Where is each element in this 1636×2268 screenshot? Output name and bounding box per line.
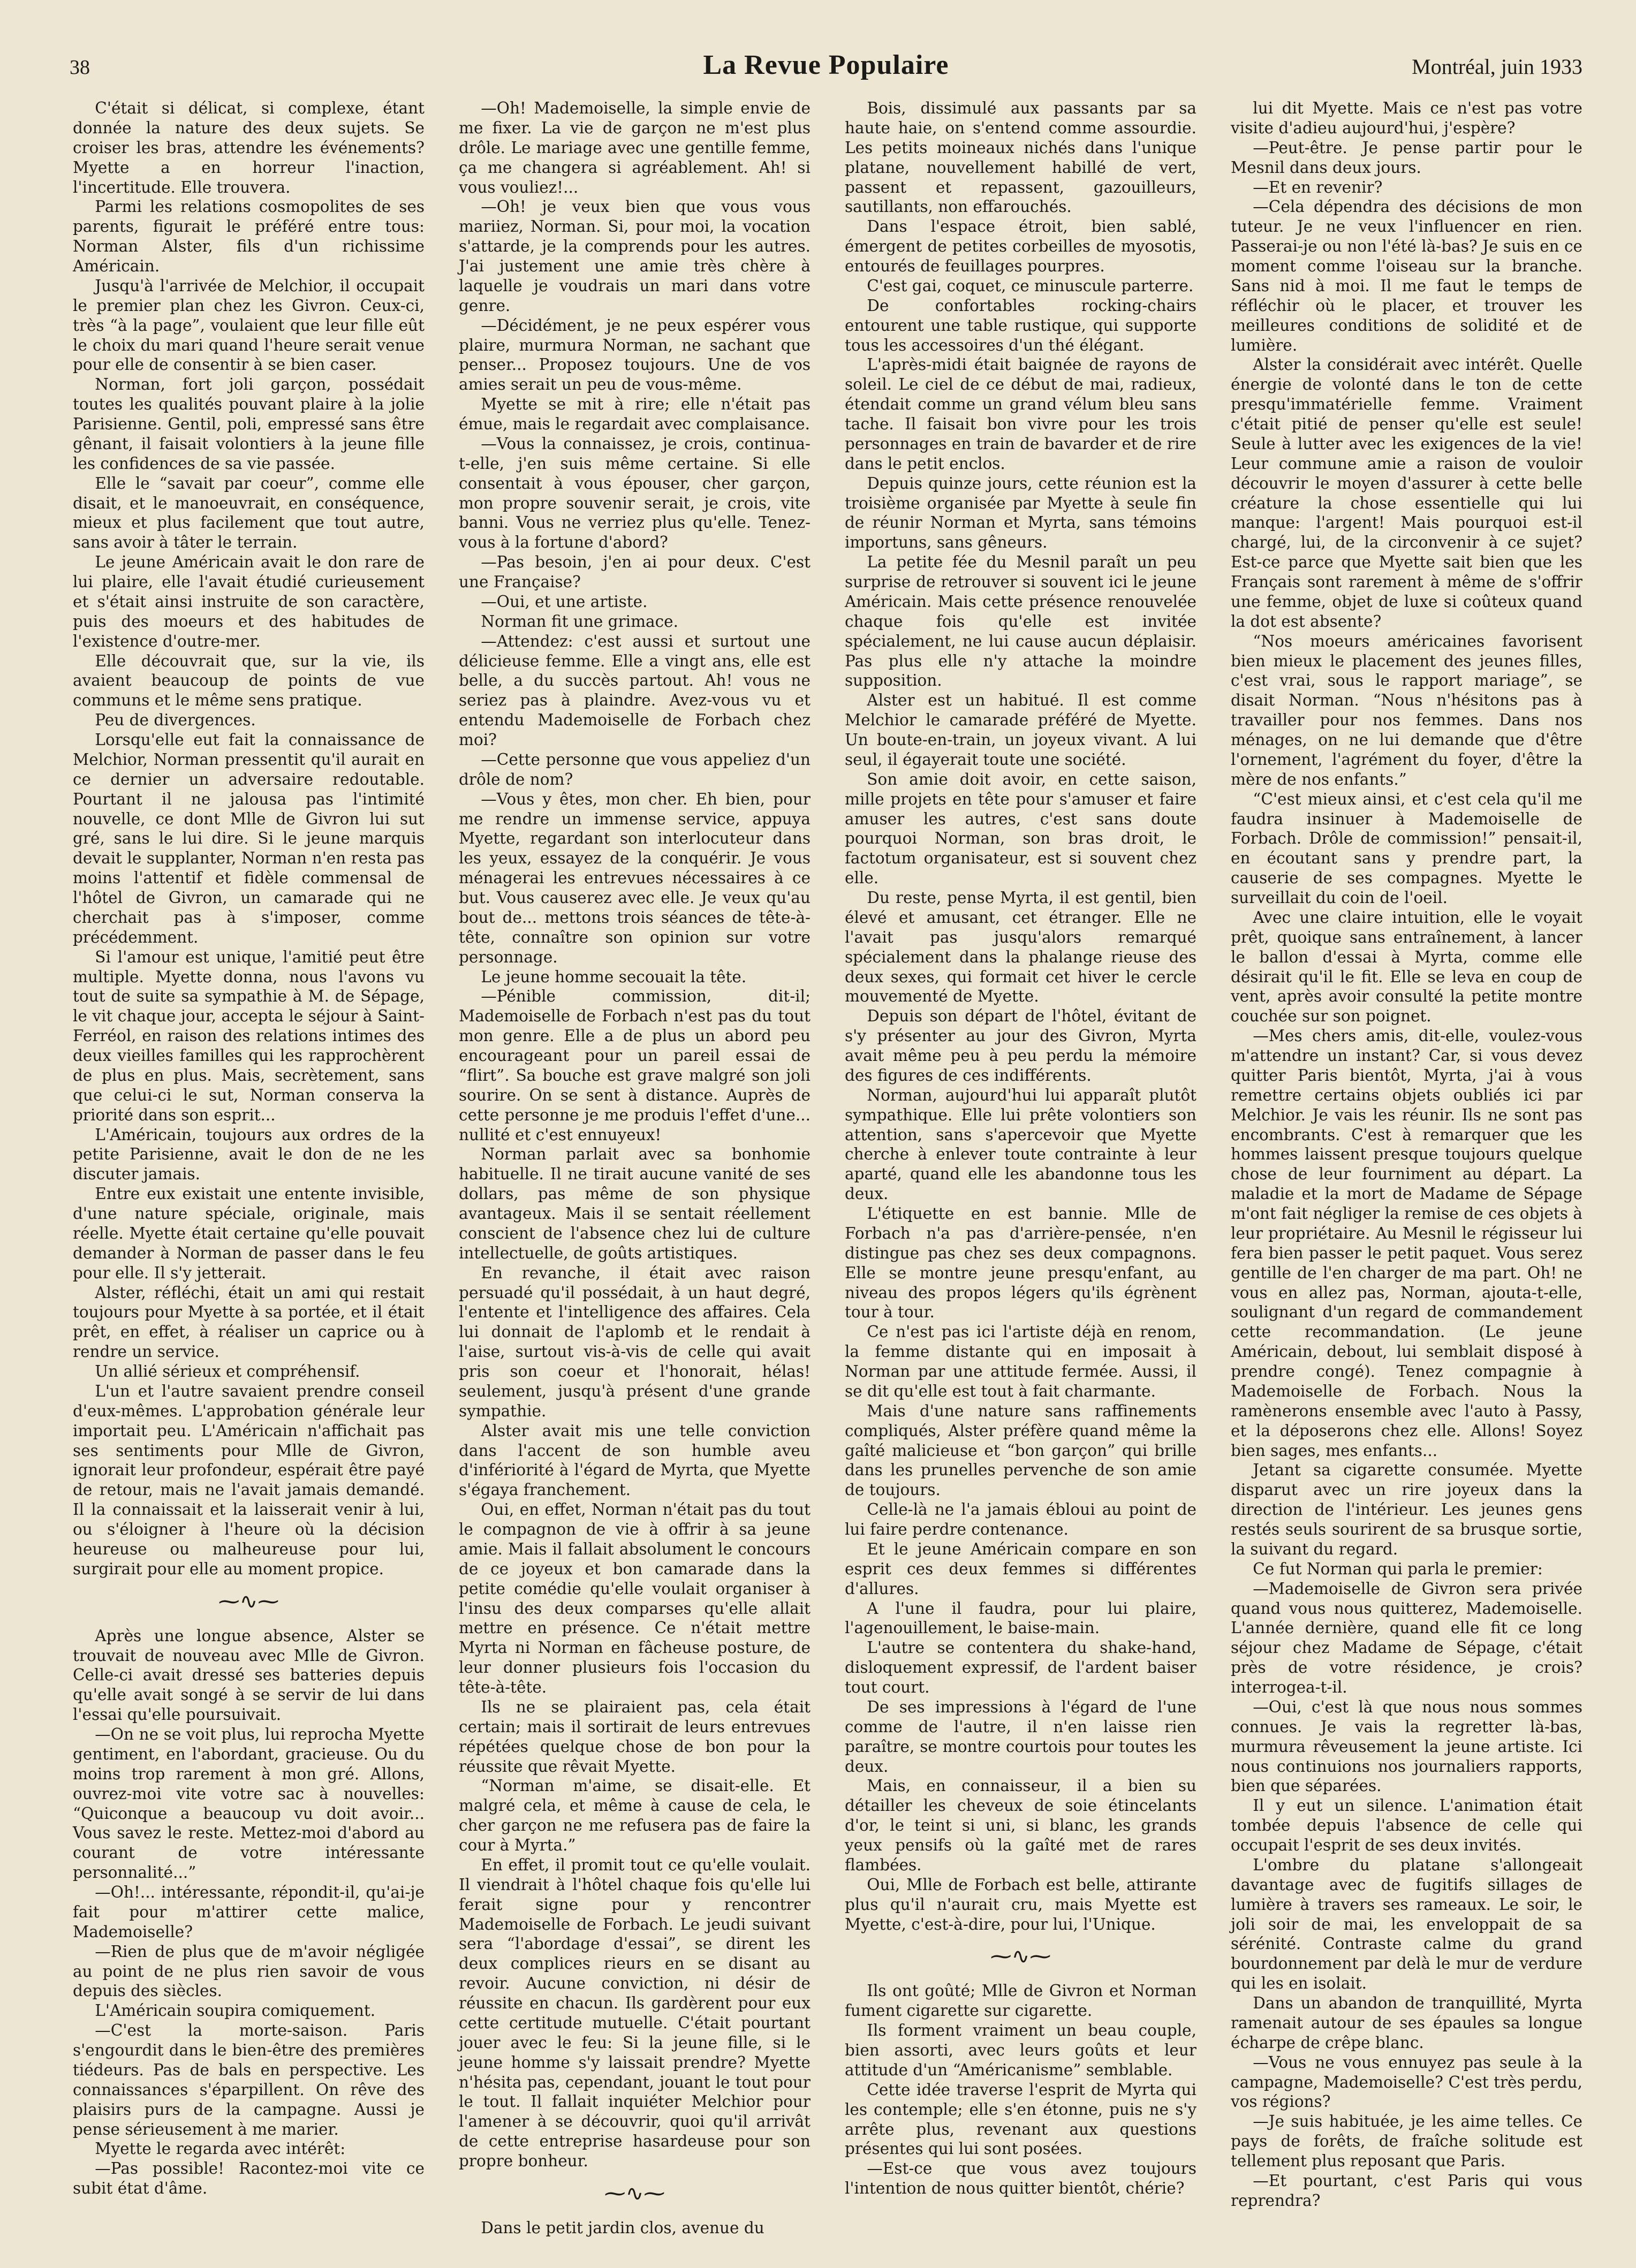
article-paragraph: Peu de divergences. xyxy=(95,711,256,730)
article-paragraph: Myette se mit à rire; elle n'était pas émue, mais le regardait avec complaisance. xyxy=(459,395,811,433)
article-paragraph: Mais, en connaisseur, il a bien su détailler les cheveux de soie étincelants d'or, le teint si uni, si blanc, les grands yeux pensifs où la gaîté met de rares flambées. xyxy=(845,1777,1196,1874)
article-paragraph: Lorsqu'elle eut fait la connaissance de Melchior, Norman pressentit qu'il aurait en ce dernier un adversaire redoutable. Pourtant il ne jalousa pas l'intimité nouvelle, ce dont Mlle de Givron lui sut gré, sans le lui dire. Si le jeune marquis devait le supplanter, Norman n'en resta pas moins l'attentif et fidèle commensal de l'hôtel de Givron, un camarade qui ne cherchait pas à s'imposer, comme précédemment. xyxy=(73,731,425,946)
article-paragraph: Son amie doit avoir, en cette saison, mille projets en tête pour s'amuser et faire amuser les autres, c'est sans doute pourquoi Norman, son bras droit, le factotum organisateur, est si souvent chez elle. xyxy=(845,770,1196,888)
article-paragraph: Dans l'espace étroit, bien sablé, émergent de petites corbeilles de myosotis, entourés de feuillages pourpres. xyxy=(845,217,1196,275)
article-paragraph: —Pas besoin, j'en ai pour deux. C'est une Française? xyxy=(459,553,811,591)
article-paragraph: Dans un abandon de tranquillité, Myrta ramenait autour de ses épaules sa longue écharpe de crêpe blanc. xyxy=(1231,1994,1582,2052)
article-paragraph: Alster la considérait avec intérêt. Quelle énergie de volonté dans le ton de cette presqu'immatérielle femme. Vraiment c'était pitié de penser qu'elle est seule! Seule à lutter avec les exigences de la vie! Leur commune amie a raison de vouloir découvrir le moyen d'assurer à cette belle créature la chose essentielle qui lui manque: l'argent! Mais pourquoi est-il chargé, lui, de la circonvenir à ce sujet? Est-ce parce que Myette sait bien que les Français sont rarement à même de s'offrir une femme, objet de luxe si coûteux quand la dot est absente? xyxy=(1231,355,1582,631)
article-paragraph: —Oh! Mademoiselle, la simple envie de me fixer. La vie de garçon ne m'est plus drôle. Le mariage avec une gentille femme, ça me changera si agréablement. Ah! si vous vouliez!... xyxy=(459,99,811,196)
article-paragraph: —C'est la morte-saison. Paris s'engourdit dans le bien-être des premières tiédeurs. Pas de bals en perspective. Les connaissances s'éparpillent. On rêve des plaisirs purs de la campagne. Aussi je pense sérieusement à me marier. xyxy=(73,2021,425,2138)
article-paragraph: “Nos moeurs américaines favorisent bien mieux le placement des jeunes filles, c'est vrai, sous le rapport mariage”, se disait Norman. “Nous n'hésitons pas à travailler pour nos femmes. Dans nos ménages, on ne lui demande que d'être l'ornement, l'agrément du foyer, d'être la mère de nos enfants.” xyxy=(1231,632,1582,788)
article-paragraph: Alster, réfléchi, était un ami qui restait toujours pour Myette à sa portée, et il était prêt, en effet, à réaliser un caprice ou à rendre un service. xyxy=(73,1283,425,1361)
section-ornament: ⁓∿⁓ xyxy=(604,2181,665,2206)
article-paragraph: “C'est mieux ainsi, et c'est cela qu'il me faudra insinuer à Mademoiselle de Forbach. Drôle de commission!” pensait-il, en écoutant sans y prendre part, la causerie de ses compagnes. Myette le surveillait du coin de l'oeil. xyxy=(1231,790,1582,907)
article-paragraph: —Cela dépendra des décisions de mon tuteur. Je ne veux l'influencer en rien. Passerai-je ou non l'été là-bas? Je suis en ce moment comme l'oiseau sur la branche. Sans nid à moi. Il me faut le temps de réfléchir où le placer, et trouver les meilleures conditions de solidité et de lumière. xyxy=(1231,198,1582,354)
article-paragraph: Ils ne se plairaient pas, cela était certain; mais il sortirait de leurs entrevues répétées quelque chose de bon pour la réussite que rêvait Myette. xyxy=(459,1697,811,1776)
page-header xyxy=(70,49,1582,84)
article-paragraph: Du reste, pense Myrta, il est gentil, bien élevé et amusant, cet étranger. Elle ne l'avait pas jusqu'alors remarqué spécialement dans la phalange rieuse des deux sexes, qui formait cet hiver le cercle mouvementé de Myette. xyxy=(845,889,1196,1006)
article-paragraph: —Oui, c'est là que nous nous sommes connues. Je vais la regretter là-bas, murmura rêveusement la jeune artiste. Ici nous continuions nos journaliers rapports, bien que séparées. xyxy=(1231,1697,1582,1795)
article-paragraph: Ils forment vraiment un beau couple, bien assorti, avec leurs goûts et leur attitude d'un “Américanisme” semblable. xyxy=(845,2021,1196,2079)
section-ornament: ⁓∿⁓ xyxy=(990,1944,1051,1969)
column-4 xyxy=(1231,98,1582,2218)
article-paragraph: C'est gai, coquet, ce minuscule parterre. xyxy=(867,276,1194,295)
article-paragraph: L'ombre du platane s'allongeait davantage avec de fugitifs sillages de lumière à travers ses rameaux. Le soir, le joli soir de mai, les enveloppait de sa sérénité. Contraste calme du grand bourdonnement par delà le mur de verdure qui les en isolait. xyxy=(1231,1855,1582,1993)
article-paragraph: —Oh!... intéressante, répondit-il, qu'ai-je fait pour m'attirer cette malice, Mademoiselle? xyxy=(73,1883,425,1941)
article-paragraph: —Cette personne que vous appeliez d'un drôle de nom? xyxy=(459,750,811,788)
article-paragraph: Mais d'une nature sans raffinements compliqués, Alster préfère quand même la gaîté malicieuse et “bon garçon” qui brille dans les prunelles pervenche de son amie de toujours. xyxy=(845,1401,1196,1499)
article-paragraph: Après une longue absence, Alster se trouvait de nouveau avec Mlle de Givron. Celle-ci avait dressé ses batteries depuis qu'elle avait songé à se servir de lui dans l'essai qu'elle poursuivait. xyxy=(73,1626,425,1724)
article-paragraph: Avec une claire intuition, elle le voyait prêt, quoique sans entraînement, à lancer le ballon d'essai à Myrta, comme elle désirait qu'il le fit. Elle se leva en coup de vent, après avoir consulté la petite montre couchée sur son poignet. xyxy=(1231,908,1582,1026)
article-paragraph: C'était si délicat, si complexe, étant donnée la nature des deux sujets. Se croiser les bras, attendre les événements? Myette a en horreur l'inaction, l'incertitude. Elle trouvera. xyxy=(73,99,425,196)
article-paragraph: L'Américain soupira comiquement. xyxy=(95,2001,376,2020)
section-ornament: ⁓∿⁓ xyxy=(218,1589,279,1614)
article-paragraph: La petite fée du Mesnil paraît un peu surprise de retrouver si souvent ici le jeune Américain. Mais cette présence renouvelée chaque fois qu'elle est invitée spécialement, ne lui cause aucun déplaisir. Pas plus elle n'y attache la moindre supposition. xyxy=(845,553,1196,690)
article-paragraph: Depuis quinze jours, cette réunion est la troisième organisée par Myette à seule fin de réunir Norman et Myrta, sans témoins importuns, sans gêneurs. xyxy=(845,474,1196,552)
article-paragraph: Norman fit une grimace. xyxy=(481,612,678,631)
article-paragraph: Alster est un habitué. Il est comme Melchior le camarade préféré de Myette. Un boute-en-train, un joyeux vivant. A lui seul, il égayerait toute une société. xyxy=(845,691,1196,769)
article-paragraph: Elle découvrait que, sur la vie, ils avaient beaucoup de points de vue communs et le même sens pratique. xyxy=(73,651,425,710)
article-paragraph: —Peut-être. Je pense partir pour le Mesnil dans deux jours. xyxy=(1231,138,1582,177)
page-number: 38 xyxy=(70,56,90,79)
column-2 xyxy=(459,98,811,2237)
article-paragraph: Norman, fort joli garçon, possédait toutes les qualités pouvant plaire à la jolie Parisienne. Gentil, poli, empressé sans être gênant, il faisait volontiers à la jeune fille les confidences de sa vie passée. xyxy=(73,375,425,473)
article-paragraph: Alster avait mis une telle conviction dans l'accent de son humble aveu d'infériorité à l'égard de Myrta, que Myette s'égaya franchement. xyxy=(459,1421,811,1499)
article-paragraph: —Et pourtant, c'est Paris qui vous reprendra? xyxy=(1231,2171,1582,2210)
article-paragraph: —Décidément, je ne peux espérer vous plaire, murmura Norman, ne sachant que penser... Proposez toujours. Une de vos amies serait un peu de vous-même. xyxy=(459,316,811,394)
article-paragraph: Un allié sérieux et compréhensif. xyxy=(95,1362,360,1380)
article-paragraph: De confortables rocking-chairs entourent une table rustique, qui supporte tous les accessoires d'un thé élégant. xyxy=(845,296,1196,354)
article-paragraph: Et le jeune Américain compare en son esprit ces deux femmes si différentes d'allures. xyxy=(845,1539,1196,1598)
article-paragraph: —Oh! je veux bien que vous vous mariiez, Norman. Si, pour moi, la vocation s'attarde, je la comprends pour les autres. J'ai justement une amie très chère à laquelle je voudrais un mari dans votre genre. xyxy=(459,198,811,315)
column-3 xyxy=(845,98,1196,2218)
article-paragraph: De ses impressions à l'égard de l'une comme de l'autre, il n'en laisse rien paraître, se montre courtois pour toutes les deux. xyxy=(845,1697,1196,1776)
article-paragraph: Norman parlait avec sa bonhomie habituelle. Il ne tirait aucune vanité de ses dollars, pas même de son physique avantageux. Mais il se sentait réellement conscient de l'absence chez lui de culture intellectuelle, de goûts artistiques. xyxy=(459,1145,811,1262)
article-paragraph: Oui, en effet, Norman n'était pas du tout le compagnon de vie à offrir à sa jeune amie. Mais il fallait absolument le concours de ce joyeux et bon camarade dans la petite comédie qu'elle voulait organiser à l'insu des deux comparses qu'elle allait mettre en présence. Ce n'était mettre Myrta ni Norman en fâcheuse posture, de leur donner plusieurs fois l'occasion du tête-à-tête. xyxy=(459,1500,811,1696)
article-paragraph: Depuis son départ de l'hôtel, évitant de s'y présenter au jour des Givron, Myrta avait même peu à peu perdu la mémoire des figures de ces indifférents. xyxy=(845,1007,1196,1084)
article-paragraph: Elle le “savait par coeur”, comme elle disait, et le manoeuvrait, en conséquence, mieux et plus facilement que tout autre, sans avoir à tâter le terrain. xyxy=(73,474,425,552)
article-paragraph: Norman, aujourd'hui lui apparaît plutôt sympathique. Elle lui prête volontiers son attention, sans s'apercevoir que Myette cherche à enlever toute contrainte à leur aparté, quand elle les abandonne tous les deux. xyxy=(845,1086,1196,1203)
article-paragraph: L'un et l'autre savaient prendre conseil d'eux-mêmes. L'approbation générale leur importait peu. L'Américain n'affichait pas ses sentiments pour Mlle de Givron, ignorait leur profondeur, espérait être payé de retour, mais ne l'avait jamais demandé. Il la connaissait et la laisserait venir à lui, ou s'éloigner à l'heure où la décision heureuse ou malheureuse pour lui, surgirait pour elle au moment propice. xyxy=(73,1382,425,1578)
article-paragraph: —Attendez: c'est aussi et surtout une délicieuse femme. Elle a vingt ans, elle est belle, a du succès partout. Ah! vous ne seriez pas à plaindre. Avez-vous vu et entendu Mademoiselle de Forbach chez moi? xyxy=(459,632,811,749)
article-paragraph: —Vous y êtes, mon cher. Eh bien, pour me rendre un immense service, appuya Myette, regardant son interlocuteur dans les yeux, essayez de la conquérir. Je vous ménagerai les entrevues nécessaires à ce but. Vous causerez avec elle. Je veux qu'au bout de... mettons trois séances de tête-à-tête, connaître son opinion sur votre personnage. xyxy=(459,790,811,966)
article-paragraph: —Mes chers amis, dit-elle, voulez-vous m'attendre un instant? Car, si vous devez quitter Paris bientôt, Myrta, j'ai à vous remettre certains objets oubliés ici par Melchior. Je vais les réunir. Ils ne sont pas encombrants. C'est à remarquer que les hommes laissent presque toujours quelque chose de leur fourniment au départ. La maladie et la mort de Madame de Sépage m'ont fait négliger la remise de ces objets à leur propriétaire. Au Mesnil le régisseur lui fera bien passer le petit paquet. Vous serez gentille de l'en charger de ma part. Oh! ne vous en allez pas, Norman, ajouta-t-elle, soulignant d'un regard de commandement cette recommandation. (Le jeune Américain, debout, lui semblait disposé à prendre congé). Tenez compagnie à Mademoiselle de Forbach. Nous la ramènerons ensemble avec l'auto à Passy, et la déposerons chez elle. Allons! Soyez bien sages, mes enfants... xyxy=(1231,1027,1582,1460)
article-paragraph: —Est-ce que vous avez toujours l'intention de nous quitter bientôt, chérie? xyxy=(845,2159,1196,2198)
article-paragraph: —Je suis habituée, je les aime telles. Ce pays de forêts, de fraîche solitude est tellement plus reposant que Paris. xyxy=(1231,2112,1582,2170)
article-paragraph: —Pas possible! Racontez-moi vite ce subit état d'âme. xyxy=(73,2159,425,2198)
article-paragraph: L'étiquette en est bannie. Mlle de Forbach n'a pas d'arrière-pensée, n'en distingue pas chez ses deux compagnons. Elle se montre jeune presqu'enfant, au niveau des propos légers qu'ils égrènent tour à tour. xyxy=(845,1204,1196,1322)
column-1 xyxy=(73,98,425,2218)
article-paragraph: —Et en revenir? xyxy=(1253,178,1383,196)
article-paragraph: Le jeune Américain avait le don rare de lui plaire, elle l'avait étudié curieusement et s'était ainsi instruite de son caractère, puis des moeurs et des habitudes de l'existence d'outre-mer. xyxy=(73,553,425,650)
article-paragraph: Dans le petit jardin clos, avenue du xyxy=(481,2218,764,2237)
article-paragraph: —Pénible commission, dit-il; Mademoiselle de Forbach n'est pas du tout mon genre. Elle a de plus un abord peu encourageant pour un pareil essai de “flirt”. Sa bouche est grave malgré son joli sourire. On se sent à distance. Auprès de cette personne je me produis l'effet d'une... nullité et c'est ennuyeux! xyxy=(459,987,811,1144)
article-paragraph: L'Américain, toujours aux ordres de la petite Parisienne, avait le don de ne les discuter jamais. xyxy=(73,1125,425,1184)
article-paragraph: —Vous la connaissez, je crois, continua-t-elle, j'en suis même certaine. Si elle consentait à vous épouser, cher garçon, mon propre souvenir serait, je crois, vite banni. Vous ne verriez plus qu'elle. Tenez-vous à la fortune d'abord? xyxy=(459,434,811,552)
article-paragraph: Le jeune homme secouait la tête. xyxy=(481,967,747,986)
article-paragraph: Jusqu'à l'arrivée de Melchior, il occupait le premier plan chez les Givron. Ceux-ci, très “à la page”, voulaient que leur fille eût le choix du mari quand l'heure serait venue pour elle de consentir à se bien caser. xyxy=(73,276,425,374)
article-paragraph: En effet, il promit tout ce qu'elle voulait. Il viendrait à l'hôtel chaque fois qu'elle lui ferait signe pour y rencontrer Mademoiselle de Forbach. Le jeudi suivant sera “l'abordage d'essai”, se dirent les deux complices rieurs en se disant au revoir. Aucune conviction, ni désir de réussite en chacun. Ils gardèrent pour eux cette certitude mutuelle. C'était pourtant jouer avec le feu: Si la jeune fille, si le jeune homme s'y laissait prendre? Myette n'hésita pas, cependant, jouant le tout pour le tout. Il fallait inquiéter Melchior pour l'amener à se découvrir, quoi qu'il arrivât de cette entreprise hasardeuse pour son propre bonheur. xyxy=(459,1855,811,2170)
article-paragraph: Il y eut un silence. L'animation était tombée depuis l'absence de celle qui occupait l'esprit de ses deux invités. xyxy=(1231,1796,1582,1854)
article-paragraph: A l'une il faudra, pour lui plaire, l'agenouillement, le baise-main. xyxy=(845,1599,1196,1637)
article-paragraph: Entre eux existait une entente invisible, d'une nature spéciale, originale, mais réelle. Myette était certaine qu'elle pouvait demander à Norman de passer dans le feu pour elle. Il s'y jetterait. xyxy=(73,1185,425,1282)
article-paragraph: —Rien de plus que de m'avoir négligée au point de ne plus rien savoir de vous depuis des siècles. xyxy=(73,1942,425,2000)
article-paragraph: Ils ont goûté; Mlle de Givron et Norman fument cigarette sur cigarette. xyxy=(845,1982,1196,2020)
article-paragraph: —Mademoiselle de Givron sera privée quand vous nous quitterez, Mademoiselle. L'année dernière, quand elle fit ce long séjour chez Madame de Sépage, c'était près de votre résidence, je crois? interrogea-t-il. xyxy=(1231,1579,1582,1696)
article-paragraph: L'autre se contentera du shake-hand, disloquement expressif, de l'ardent baiser tout court. xyxy=(845,1639,1196,1696)
article-paragraph: “Norman m'aime, se disait-elle. Et malgré cela, et même à cause de cela, le cher garçon ne me refusera pas de faire la cour à Myrta.” xyxy=(459,1777,811,1854)
article-columns xyxy=(73,98,1582,2237)
article-paragraph: En revanche, il était avec raison persuadé qu'il possédait, à un haut degré, l'entente et l'intelligence des affaires. Cela lui donnait de l'aplomb et le rendait à l'aise, surtout vis-à-vis de celle qui avait pris son coeur et l'honorait, hélas! seulement, jusqu'à présent d'une grande sympathie. xyxy=(459,1263,811,1420)
article-paragraph: Oui, Mlle de Forbach est belle, attirante plus qu'il n'aurait cru, mais Myette est Myette, c'est-à-dire, pour lui, l'Unique. xyxy=(845,1875,1196,1933)
article-paragraph: —On ne se voit plus, lui reprocha Myette gentiment, en l'abordant, gracieuse. Ou du moins trop rarement à mon gré. Allons, ouvrez-moi vite votre sac à nouvelles: “Quiconque a beaucoup vu doit avoir... Vous savez le reste. Mettez-moi d'abord au courant de votre intéressante personnalité...” xyxy=(73,1725,425,1882)
article-paragraph: Jetant sa cigarette consumée. Myette disparut avec un rire joyeux dans la direction de l'intérieur. Les jeunes gens restés seuls sourirent de sa brusque sortie, la suivant du regard. xyxy=(1231,1461,1582,1558)
article-paragraph: —Oui, et une artiste. xyxy=(481,592,648,611)
article-paragraph: Cette idée traverse l'esprit de Myrta qui les contemple; elle s'en étonne, puis ne s'y arrête plus, revenant aux questions présentes qui lui sont posées. xyxy=(845,2080,1196,2158)
article-paragraph: Si l'amour est unique, l'amitié peut être multiple. Myette donna, nous l'avons vu tout de suite sa sympathie à M. de Sépage, le vit chaque jour, accepta le séjour à Saint-Ferréol, en raison des relations intimes des deux vieilles familles qui les rapprochèrent de plus en plus. Mais, secrètement, sans que celui-ci le sut, Norman conserva la priorité dans son esprit... xyxy=(73,947,425,1124)
article-paragraph: Ce fut Norman qui parla le premier: xyxy=(1253,1559,1543,1578)
article-paragraph: Myette le regarda avec intérêt: xyxy=(95,2140,346,2158)
article-paragraph: Celle-là ne l'a jamais ébloui au point de lui faire perdre contenance. xyxy=(845,1500,1196,1538)
article-paragraph: Parmi les relations cosmopolites de ses parents, figurait le préféré entre tous: Norman Alster, fils d'un richissime Américain. xyxy=(73,198,425,275)
article-paragraph: L'après-midi était baignée de rayons de soleil. Le ciel de ce début de mai, radieux, étendait comme un grand vélum bleu sans tache. Il faisait bon vivre pour les trois personnages en train de bavarder et de rire dans le petit enclos. xyxy=(845,355,1196,473)
article-paragraph: Ce n'est pas ici l'artiste déjà en renom, la femme distante qui en imposait à Norman par une attitude fermée. Aussi, il se dit qu'elle est tout à fait charmante. xyxy=(845,1323,1196,1400)
dateline: Montréal, juin 1933 xyxy=(1412,55,1582,79)
article-paragraph: Bois, dissimulé aux passants par sa haute haie, on s'entend comme assourdie. Les petits moineaux nichés dans l'unique platane, nouvellement habillé de vert, passent et repassent, gazouilleurs, sautillants, non effarouchés. xyxy=(845,99,1196,216)
article-paragraph: lui dit Myette. Mais ce n'est pas votre visite d'adieu aujourd'hui, j'espère? xyxy=(1231,99,1582,137)
article-paragraph: —Vous ne vous ennuyez pas seule à la campagne, Mademoiselle? C'est très perdu, vos régions? xyxy=(1231,2053,1582,2111)
magazine-title: La Revue Populaire xyxy=(703,50,949,80)
